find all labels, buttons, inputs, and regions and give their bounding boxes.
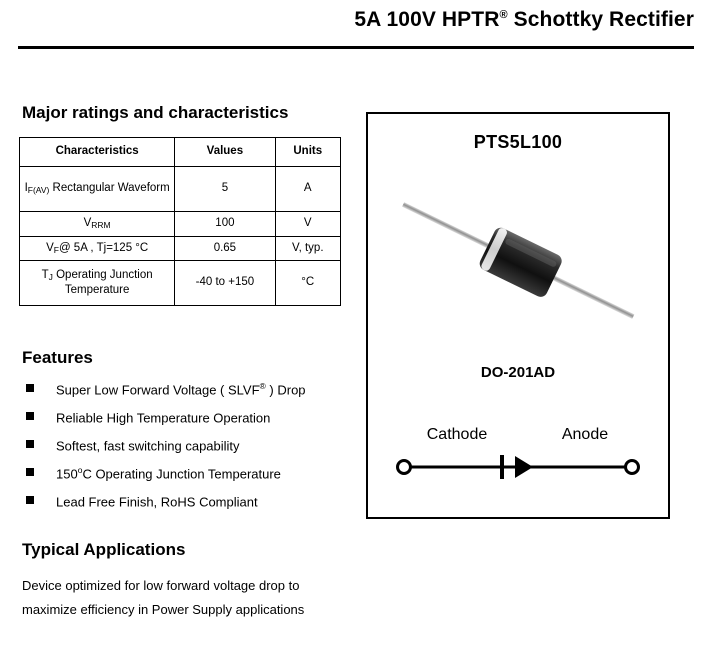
list-item [22,493,352,510]
cell-value: 100 [175,212,275,237]
list-item [22,409,352,426]
cell-characteristic [20,261,175,306]
cell-characteristic [20,236,175,261]
page-title [0,8,694,32]
cathode-label: Cathode [426,426,488,443]
cell-unit: °C [275,261,340,306]
list-item [22,381,352,398]
section-heading-major-ratings: Major ratings and characteristics [22,103,289,122]
package-name-label: DO-201AD [480,364,556,381]
diode-symbol-icon [390,452,646,482]
cell-value: 5 [175,167,275,212]
section-heading-applications: Typical Applications [22,540,186,559]
anode-label: Anode [561,426,609,443]
feature-text: Super Low Forward Voltage ( SLVF [56,382,260,398]
degree-superscript: o [77,464,83,475]
cell-value: -40 to +150 [175,261,275,306]
page-title-rest: Schottky Rectifier [507,8,694,31]
registered-mark-icon: ® [499,9,508,21]
feature-text: 150 [56,466,78,482]
square-bullet-icon [26,412,34,420]
char-symbol: T [41,268,49,281]
cell-value: 0.65 [175,236,275,261]
char-subscript: F [53,244,59,255]
feature-text-tail: ) Drop [265,382,306,398]
char-tail: @ 5A , Tj=125 °C [58,241,149,254]
feature-text-tail: C Operating Junction Temperature [82,466,281,482]
feature-text: Lead Free Finish, RoHS Compliant [56,494,258,510]
table-row [20,167,341,212]
header-divider [18,46,694,49]
square-bullet-icon [26,440,34,448]
char-subscript: J [48,271,53,282]
applications-body-text: Device optimized for low forward voltage drop to maximize efficiency in Power Supply applications [22,578,305,618]
section-heading-features: Features [22,348,93,367]
ratings-table [19,137,341,306]
registered-mark-icon: ® [259,381,266,391]
symbol-labels [368,426,668,450]
char-subscript: RRM [91,220,111,230]
cell-characteristic [20,212,175,237]
table-header-row [20,138,341,167]
table-row [20,236,341,261]
page-title-main: 5A 100V HPTR [354,8,500,31]
table-row [20,261,341,306]
cell-characteristic [20,167,175,212]
list-item [22,437,352,454]
square-bullet-icon [26,496,34,504]
package-illustration-panel [366,112,670,519]
cell-unit: A [275,167,340,212]
square-bullet-icon [26,468,34,476]
char-symbol: V [46,241,54,254]
square-bullet-icon [26,384,34,392]
column-header-characteristics: Characteristics [20,138,175,167]
cell-unit: V, typ. [275,236,340,261]
feature-text: Softest, fast switching capability [56,438,240,454]
part-number-label: PTS5L100 [473,132,563,152]
column-header-units: Units [275,138,340,167]
features-list [22,381,352,521]
char-symbol: V [83,217,92,229]
char-tail: Operating Junction Temperature [52,268,153,297]
list-item [22,465,352,482]
diode-photo-image [388,164,648,359]
char-tail: Rectangular Waveform [49,182,170,195]
column-header-values: Values [175,138,275,167]
char-subscript: F(AV) [27,185,50,196]
feature-text: Reliable High Temperature Operation [56,410,271,426]
char-symbol: I [24,182,28,195]
cell-unit: V [275,212,340,237]
table-row [20,212,341,237]
